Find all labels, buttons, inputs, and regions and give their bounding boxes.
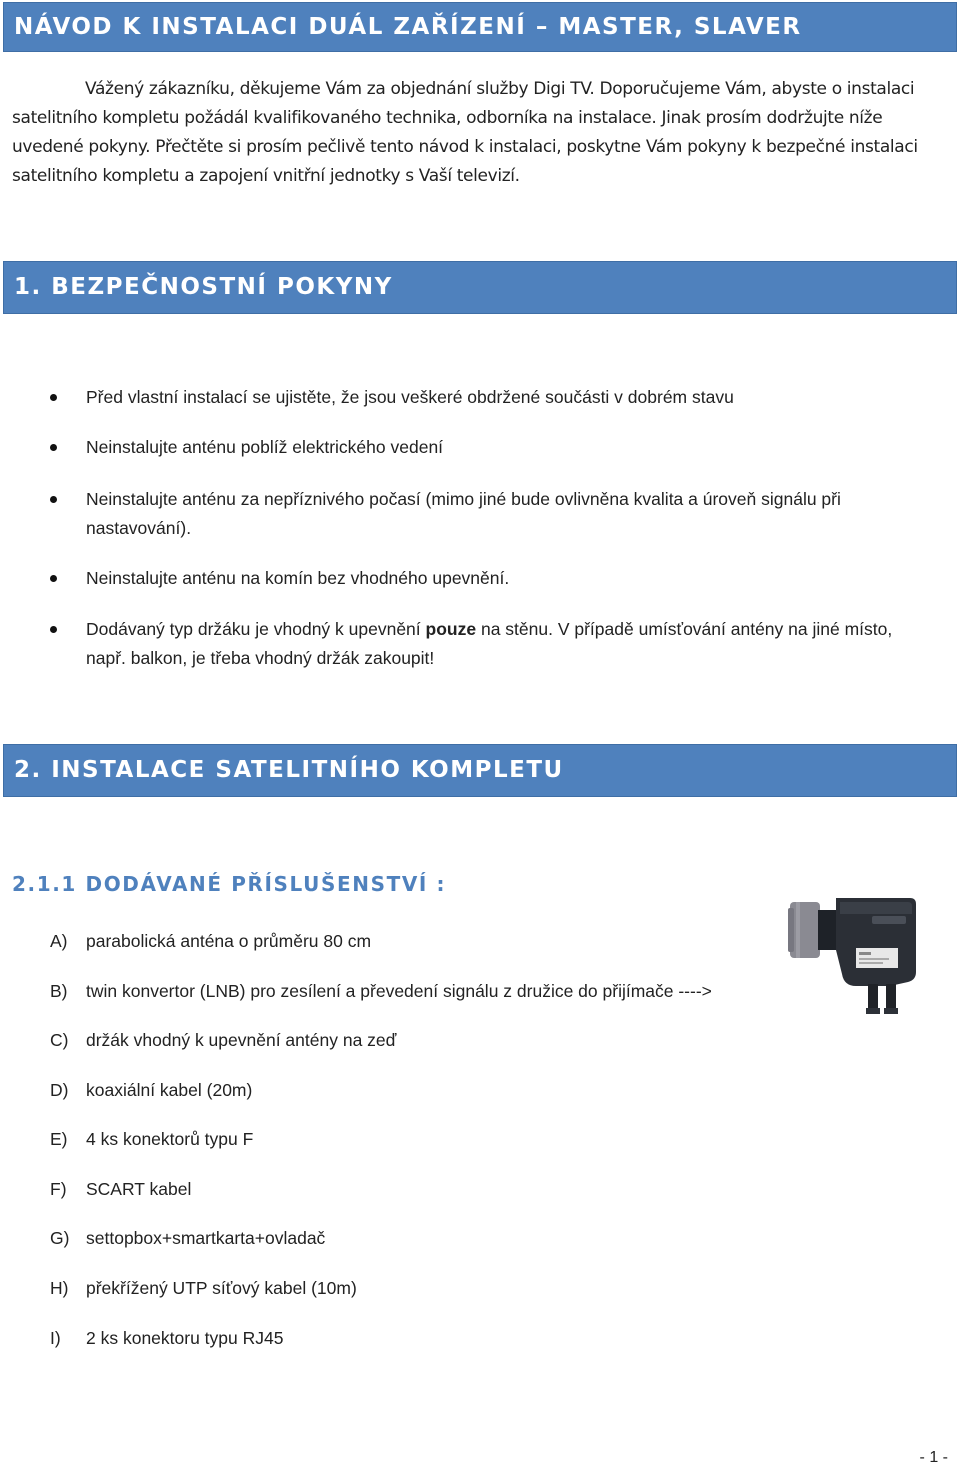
list-item: Dodávaný typ držáku je vhodný k upevnění pouze na stěnu. V případě umísťování antény na jiné místo, např. balkon, je třeba vhodný držák zakoupit! xyxy=(50,615,930,673)
list-item: I) 2 ks konektoru typu RJ45 xyxy=(50,1328,284,1348)
emphasis-text: pouze xyxy=(425,619,477,639)
intro-line-3: uvedené pokyny. Přečtěte si prosím pečlivě tento návod k instalaci, poskytne Vám pokyny k bezpečné instalaci xyxy=(12,137,918,157)
intro-line-1: Vážený zákazníku, děkujeme Vám za objednání služby Digi TV. Doporučujeme Vám, abyste o instalaci xyxy=(85,79,915,99)
lnb-feedhorn-cap xyxy=(790,902,820,958)
list-item: Neinstalujte anténu na komín bez vhodného upevnění. xyxy=(50,564,930,593)
document-title: NÁVOD K INSTALACI DUÁL ZAŘÍZENÍ – MASTER, SLAVER xyxy=(3,2,957,52)
lnb-converter-image xyxy=(786,890,922,1025)
list-item: Neinstalujte anténu poblíž elektrického vedení xyxy=(50,433,930,462)
intro-line-2: satelitního kompletu požádál kvalifikovaného technika, odborníka na instalace. Jinak prosím dodržujte níže xyxy=(12,108,883,128)
lnb-connector-1 xyxy=(868,984,878,1010)
list-item: Před vlastní instalací se ujistěte, že jsou veškeré obdržené součásti v dobrém stavu xyxy=(50,383,930,412)
list-item: Neinstalujte anténu za nepříznivého počasí (mimo jiné bude ovlivněna kvalita a úroveň signálu při nastavování). xyxy=(50,485,930,543)
intro-paragraph xyxy=(12,75,942,191)
bullet-icon xyxy=(50,394,57,401)
page-number: - 1 - xyxy=(919,1449,948,1466)
lnb-connector-2 xyxy=(886,984,896,1010)
section-heading-safety: 1. BEZPEČNOSTNÍ POKYNY xyxy=(3,261,957,314)
list-item: A) parabolická anténa o průměru 80 cm xyxy=(50,931,372,951)
list-item: H) překřížený UTP síťový kabel (10m) xyxy=(50,1278,357,1298)
intro-line-4: satelitního kompletu a zapojení vnitřní jednotky s Vaší televizí. xyxy=(12,166,520,186)
list-item: F) SCART kabel xyxy=(50,1179,192,1199)
list-item: D) koaxiální kabel (20m) xyxy=(50,1080,253,1100)
list-item: G) settopbox+smartkarta+ovladač xyxy=(50,1228,326,1248)
bullet-icon xyxy=(50,626,57,633)
bullet-icon xyxy=(50,444,57,451)
list-item: B) twin konvertor (LNB) pro zesílení a převedení signálu z družice do přijímače ----> xyxy=(50,981,712,1001)
section-heading-installation: 2. INSTALACE SATELITNÍHO KOMPLETU xyxy=(3,744,957,797)
bullet-icon xyxy=(50,575,57,582)
list-item: E) 4 ks konektorů typu F xyxy=(50,1129,254,1149)
bullet-icon xyxy=(50,496,57,503)
subsection-heading-accessories: 2.1.1 DODÁVANÉ PŘÍSLUŠENSTVÍ : xyxy=(12,872,447,896)
list-item: C) držák vhodný k upevnění antény na zeď xyxy=(50,1030,397,1050)
